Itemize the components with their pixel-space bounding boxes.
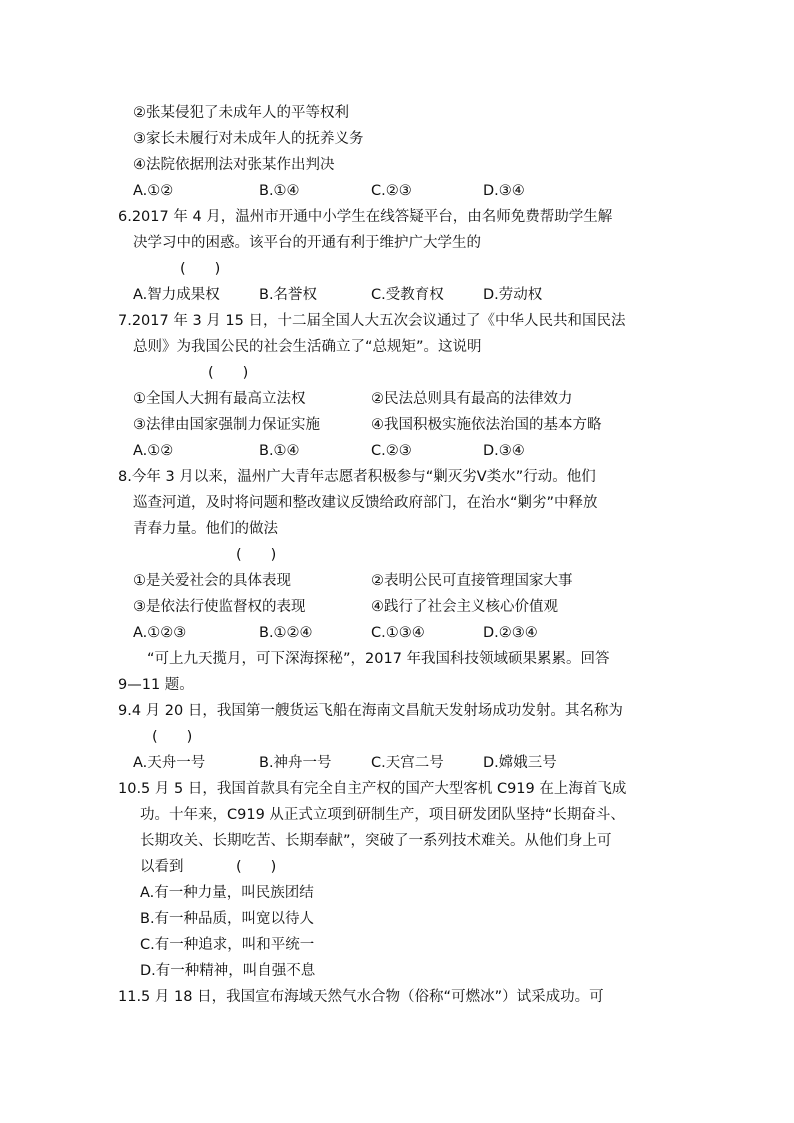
q10-stem-line1: 10.5 月 5 日，我国首款具有完全自主产权的国产大型客机 C919 在上海首飞成 (118, 781, 627, 797)
intro-line1: “可上九天揽月，可下深海探秘”，2017 年我国科技领域硕果累累。回答 (147, 651, 610, 667)
q5-option-a[interactable]: A.①② (133, 183, 174, 199)
q9-option-c[interactable]: C.天宫二号 (371, 755, 444, 771)
q5-statement-3: ③家长未履行对未成年人的抚养义务 (133, 131, 364, 147)
q8-option-c[interactable]: C.①③④ (371, 625, 425, 641)
q7-answer-blank: ( ) (208, 365, 249, 381)
q7-option-a[interactable]: A.①② (133, 443, 174, 459)
q8-statements-row2 (0, 597, 794, 617)
q10-stem-line2: 功。十年来，C919 从正式立项到研制生产，项目研发团队坚持“长期奋斗、 (140, 807, 625, 823)
q7-option-d[interactable]: D.③④ (483, 443, 525, 459)
q6-option-c[interactable]: C.受教育权 (371, 287, 444, 303)
q7-statement-3: ③法律由国家强制力保证实施 (133, 417, 320, 433)
q5-option-b[interactable]: B.①④ (259, 183, 300, 199)
q8-statement-3: ③是依法行使监督权的表现 (133, 599, 306, 615)
q6-option-b[interactable]: B.名誉权 (259, 287, 318, 303)
q6-answer-blank: ( ) (180, 261, 221, 277)
q7-statements-row1 (0, 389, 794, 409)
q6-stem-line2: 决学习中的困惑。该平台的开通有利于维护广大学生的 (133, 235, 481, 251)
intro-line2: 9—11 题。 (118, 677, 194, 693)
q8-option-a[interactable]: A.①②③ (133, 625, 187, 641)
q10-option-c[interactable]: C.有一种追求，叫和平统一 (140, 937, 315, 953)
q6-option-a[interactable]: A.智力成果权 (133, 287, 220, 303)
q9-options (0, 753, 794, 773)
q5-option-d[interactable]: D.③④ (483, 183, 525, 199)
q5-options (0, 181, 794, 201)
q5-statement-4: ④法院依据刑法对张某作出判决 (133, 157, 335, 173)
q9-option-d[interactable]: D.嫦娥三号 (483, 755, 557, 771)
q8-stem-line3: 青春力量。他们的做法 (133, 521, 278, 537)
q7-statement-1: ①全国人大拥有最高立法权 (133, 391, 306, 407)
q7-options (0, 441, 794, 461)
q7-stem-line2: 总则》为我国公民的社会生活确立了“总规矩”。这说明 (133, 339, 482, 355)
q8-option-b[interactable]: B.①②④ (259, 625, 313, 641)
q11-stem-line1: 11.5 月 18 日，我国宣布海域天然气水合物（俗称“可燃冰”）试采成功。可 (118, 989, 604, 1005)
q8-answer-blank: ( ) (236, 547, 277, 563)
q9-option-a[interactable]: A.天舟一号 (133, 755, 206, 771)
q9-answer-blank: ( ) (152, 729, 193, 745)
q7-option-b[interactable]: B.①④ (259, 443, 300, 459)
q8-statement-1: ①是关爱社会的具体表现 (133, 573, 291, 589)
q5-option-c[interactable]: C.②③ (371, 183, 412, 199)
q6-stem-line1: 6.2017 年 4 月，温州市开通中小学生在线答疑平台，由名师免费帮助学生解 (118, 209, 613, 225)
q8-options (0, 623, 794, 643)
q10-answer-blank: ( ) (236, 859, 277, 875)
q6-options (0, 285, 794, 305)
q8-statement-2: ②表明公民可直接管理国家大事 (371, 573, 573, 589)
q10-option-b[interactable]: B.有一种品质，叫宽以待人 (140, 911, 315, 927)
q8-option-d[interactable]: D.②③④ (483, 625, 538, 641)
q7-stem-line1: 7.2017 年 3 月 15 日，十二届全国人大五次会议通过了《中华人民共和国民法 (118, 313, 626, 329)
q8-statements-row1 (0, 571, 794, 591)
q7-statements-row2 (0, 415, 794, 435)
q10-option-a[interactable]: A.有一种力量，叫民族团结 (140, 885, 314, 901)
q8-stem-line2: 巡查河道，及时将问题和整改建议反馈给政府部门，在治水“剿劣”中释放 (133, 495, 598, 511)
q7-statement-2: ②民法总则具有最高的法律效力 (371, 391, 573, 407)
q10-stem-line3: 长期攻关、长期吃苦、长期奉献”，突破了一系列技术难关。从他们身上可 (140, 833, 612, 849)
q10-option-d[interactable]: D.有一种精神，叫自强不息 (140, 963, 316, 979)
q10-stem-line4: 以看到 (140, 859, 184, 875)
q9-stem-line1: 9.4 月 20 日，我国第一艘货运飞船在海南文昌航天发射场成功发射。其名称为 (118, 703, 623, 719)
q8-stem-line1: 8.今年 3 月以来，温州广大青年志愿者积极参与“剿灭劣Ⅴ类水”行动。他们 (118, 469, 596, 485)
q7-statement-4: ④我国积极实施依法治国的基本方略 (371, 417, 602, 433)
q6-option-d[interactable]: D.劳动权 (483, 287, 543, 303)
q5-statement-2: ②张某侵犯了未成年人的平等权利 (133, 105, 349, 121)
q8-statement-4: ④践行了社会主义核心价值观 (371, 599, 558, 615)
q7-option-c[interactable]: C.②③ (371, 443, 412, 459)
q9-option-b[interactable]: B.神舟一号 (259, 755, 332, 771)
